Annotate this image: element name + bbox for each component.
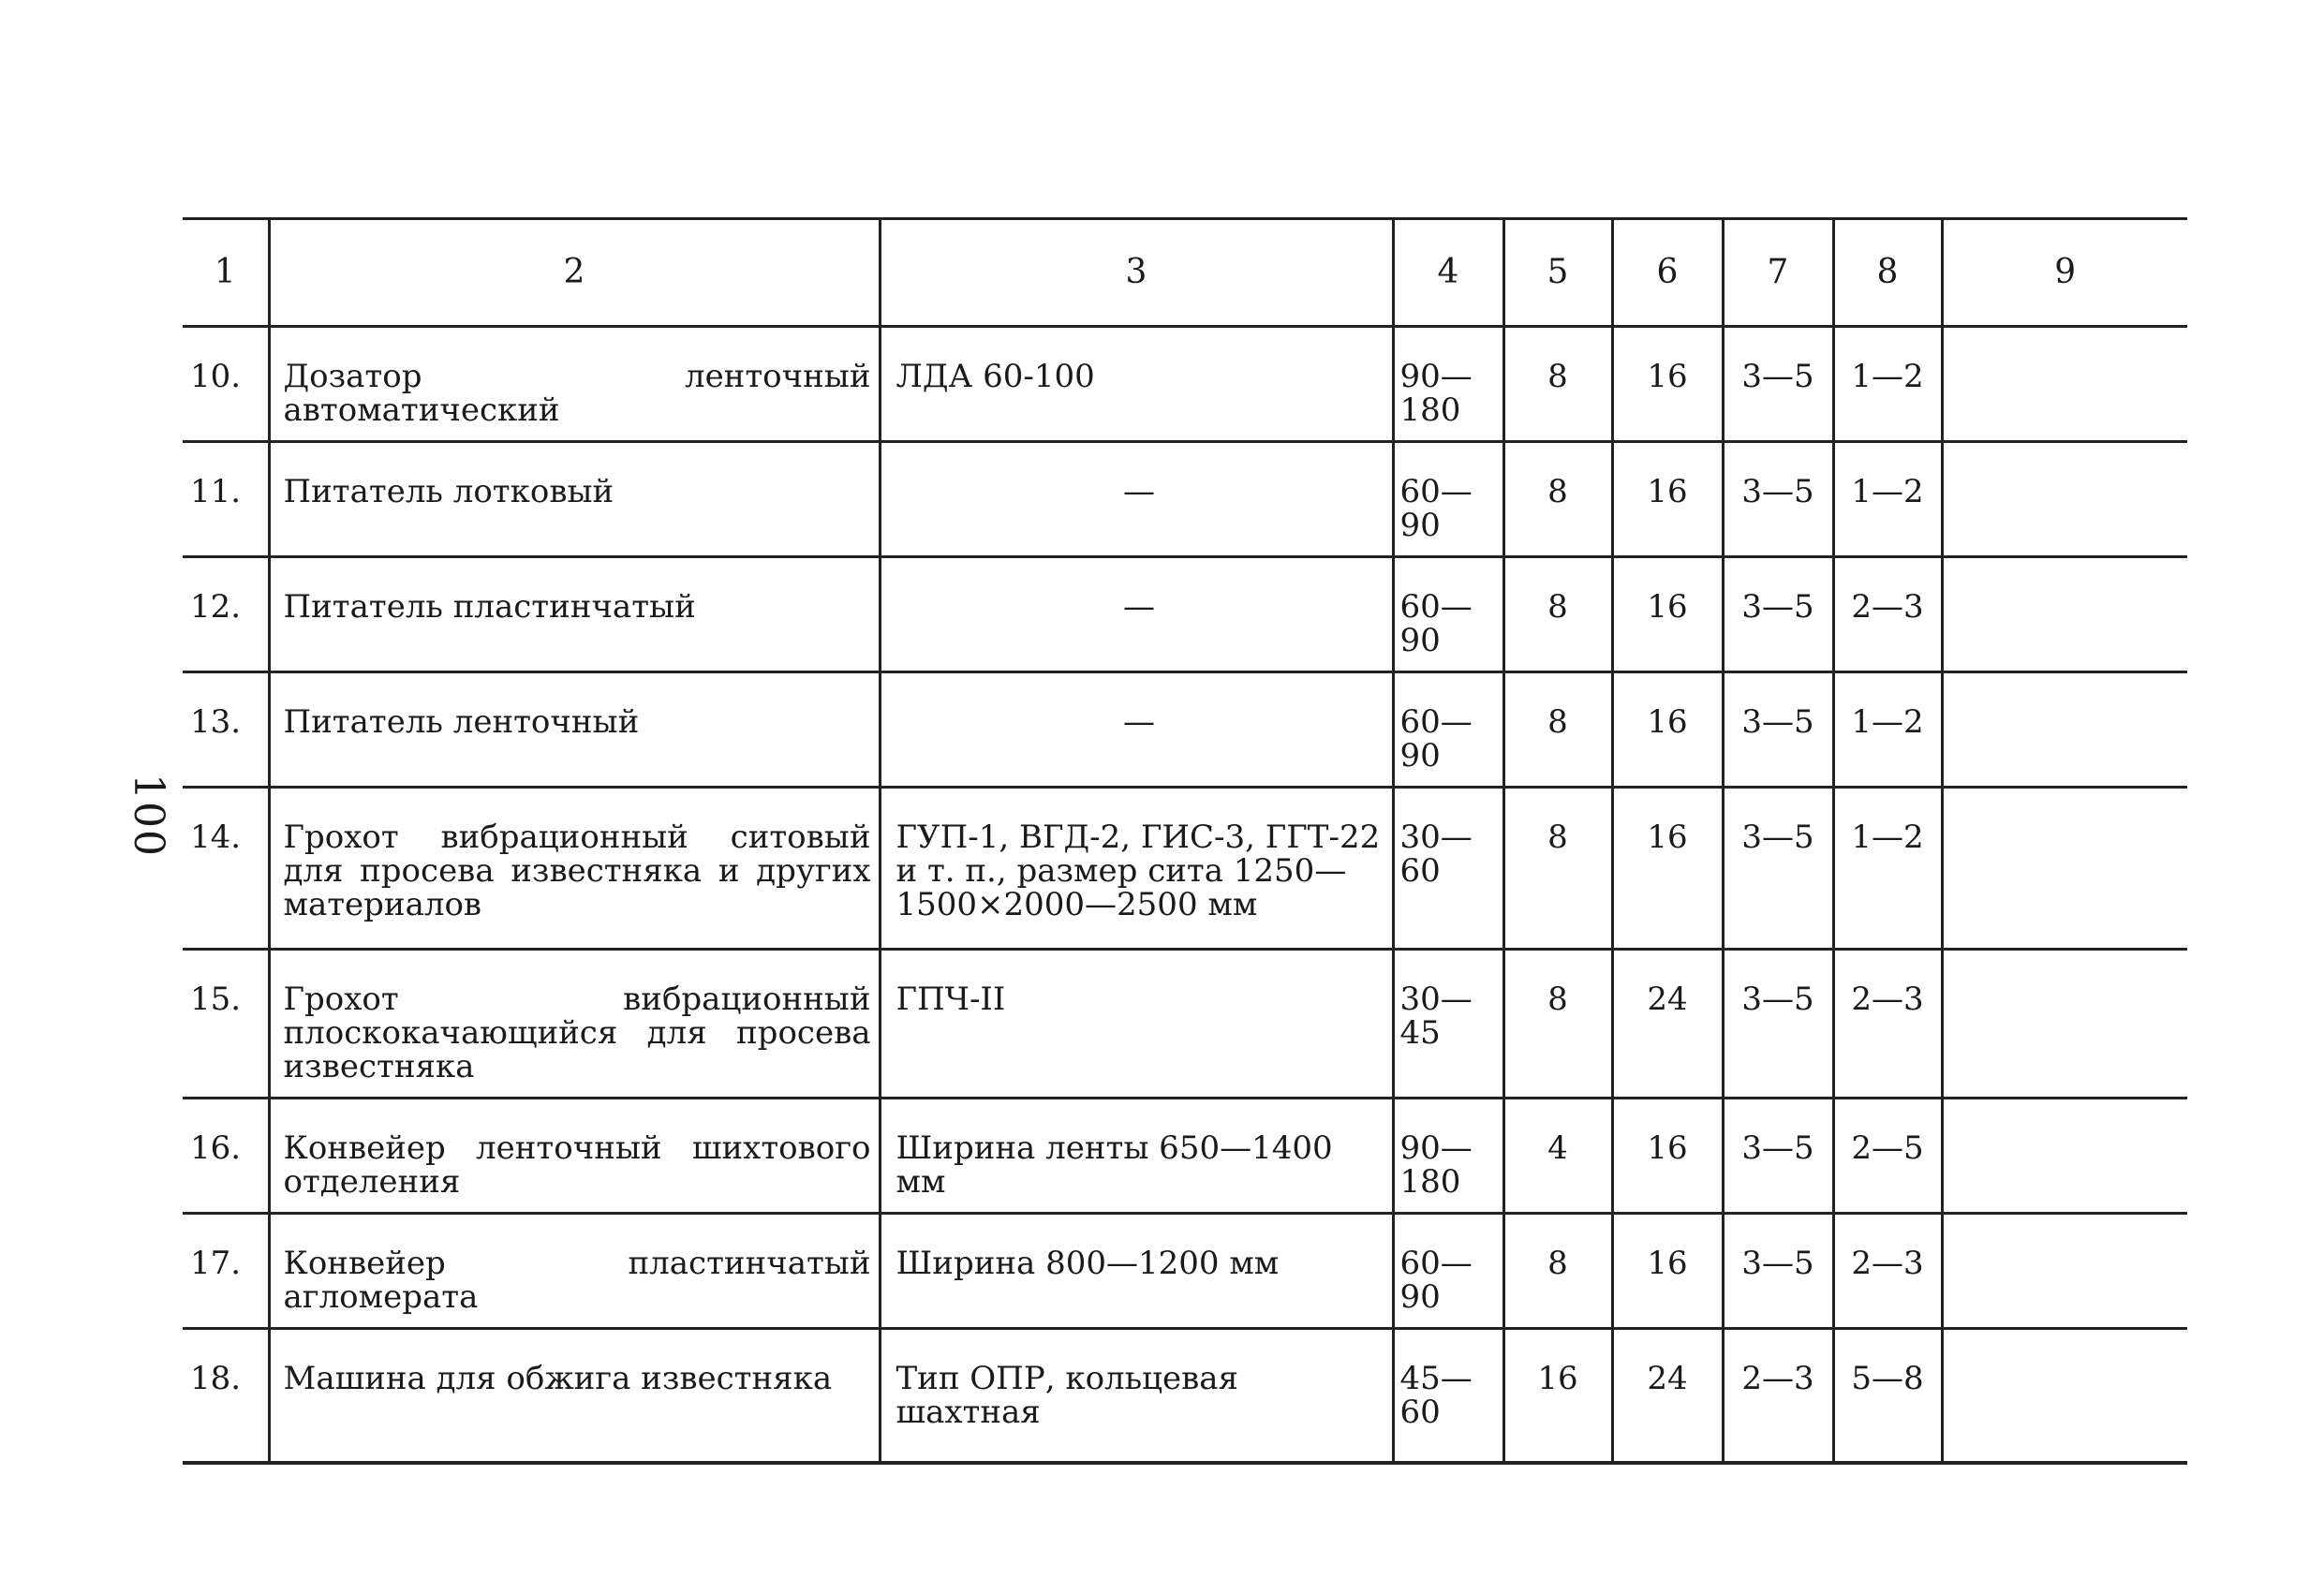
- value-col-7: 3—5: [1723, 1099, 1833, 1214]
- equipment-type: Ширина ленты 650—1400 мм: [880, 1099, 1393, 1214]
- value-col-9: [1942, 1099, 2187, 1214]
- header-cell-8: 8: [1833, 219, 1942, 327]
- value-col-7: 3—5: [1723, 557, 1833, 672]
- equipment-type: —: [880, 557, 1393, 672]
- value-col-6: 16: [1612, 788, 1723, 950]
- value-col-4: 90—180: [1393, 327, 1503, 442]
- equipment-name: Дозатор ленточный автоматический: [269, 327, 880, 442]
- value-col-6: 16: [1612, 672, 1723, 788]
- row-number: 13.: [190, 703, 242, 741]
- value-col-7: 3—5: [1723, 327, 1833, 442]
- value-col-4: 30—60: [1393, 788, 1503, 950]
- value-col-9: [1942, 327, 2187, 442]
- value-col-5: 8: [1503, 557, 1612, 672]
- value-col-8: 2—5: [1833, 1099, 1942, 1214]
- table-row: [183, 442, 2187, 557]
- table-row: [183, 672, 2187, 788]
- header-cell-3: 3: [880, 219, 1393, 327]
- value-col-4: 30—45: [1393, 950, 1503, 1099]
- value-col-8: 1—2: [1833, 672, 1942, 788]
- header-cell-6: 6: [1612, 219, 1723, 327]
- equipment-type: —: [880, 672, 1393, 788]
- row-number: 16.: [190, 1129, 242, 1167]
- value-col-6: 16: [1612, 327, 1723, 442]
- value-col-9: [1942, 788, 2187, 950]
- table-row: [183, 327, 2187, 442]
- value-col-6: 24: [1612, 1329, 1723, 1464]
- equipment-name: Питатель ленточный: [269, 672, 880, 788]
- row-number: 18.: [190, 1360, 242, 1397]
- equipment-name: Грохот вибрационный ситовый для просева известняка и других материалов: [269, 788, 880, 950]
- row-number: 12.: [190, 588, 242, 626]
- value-col-5: 8: [1503, 327, 1612, 442]
- header-cell-5: 5: [1503, 219, 1612, 327]
- table-row: [183, 1214, 2187, 1329]
- value-col-4: 60—90: [1393, 1214, 1503, 1329]
- value-col-4: 60—90: [1393, 672, 1503, 788]
- row-number: 11.: [190, 473, 242, 510]
- value-col-6: 16: [1612, 557, 1723, 672]
- value-col-8: 5—8: [1833, 1329, 1942, 1464]
- equipment-type: ЛДА 60-100: [880, 327, 1393, 442]
- equipment-type: Тип ОПР, кольцевая шахтная: [880, 1329, 1393, 1464]
- equipment-type: ГПЧ-II: [880, 950, 1393, 1099]
- value-col-4: 45—60: [1393, 1329, 1503, 1464]
- value-col-7: 3—5: [1723, 442, 1833, 557]
- row-number: 17.: [190, 1245, 242, 1282]
- header-cell-9: 9: [1942, 219, 2187, 327]
- value-col-4: 90—180: [1393, 1099, 1503, 1214]
- value-col-4: 60—90: [1393, 557, 1503, 672]
- value-col-9: [1942, 950, 2187, 1099]
- value-col-5: 4: [1503, 1099, 1612, 1214]
- equipment-name: Грохот вибрационный плоскокачающийся для просева известняка: [269, 950, 880, 1099]
- value-col-5: 8: [1503, 788, 1612, 950]
- page-number: 100: [125, 774, 172, 858]
- value-col-9: [1942, 442, 2187, 557]
- value-col-8: 2—3: [1833, 950, 1942, 1099]
- table-row: [183, 788, 2187, 950]
- value-col-8: 1—2: [1833, 327, 1942, 442]
- value-col-6: 16: [1612, 1214, 1723, 1329]
- value-col-5: 8: [1503, 442, 1612, 557]
- table-row: [183, 950, 2187, 1099]
- header-cell-1: 1: [214, 253, 236, 291]
- equipment-name: Питатель пластинчатый: [269, 557, 880, 672]
- table-row: [183, 1099, 2187, 1214]
- equipment-type: Ширина 800—1200 мм: [880, 1214, 1393, 1329]
- value-col-9: [1942, 1329, 2187, 1464]
- value-col-8: 2—3: [1833, 557, 1942, 672]
- value-col-5: 8: [1503, 672, 1612, 788]
- value-col-8: 2—3: [1833, 1214, 1942, 1329]
- header-cell-4: 4: [1393, 219, 1503, 327]
- equipment-name: Конвейер пластинчатый агломерата: [269, 1214, 880, 1329]
- value-col-6: 16: [1612, 442, 1723, 557]
- equipment-table: [183, 217, 2187, 1465]
- value-col-9: [1942, 1214, 2187, 1329]
- row-number: 14.: [190, 819, 242, 856]
- row-number: 15.: [190, 981, 242, 1018]
- value-col-4: 60—90: [1393, 442, 1503, 557]
- value-col-8: 1—2: [1833, 442, 1942, 557]
- header-cell-7: 7: [1723, 219, 1833, 327]
- value-col-7: 3—5: [1723, 788, 1833, 950]
- header-cell-2: 2: [269, 219, 880, 327]
- value-col-8: 1—2: [1833, 788, 1942, 950]
- equipment-type: —: [880, 442, 1393, 557]
- value-col-7: 3—5: [1723, 950, 1833, 1099]
- value-col-9: [1942, 672, 2187, 788]
- table-header-row: [183, 219, 2187, 327]
- value-col-7: 2—3: [1723, 1329, 1833, 1464]
- value-col-6: 16: [1612, 1099, 1723, 1214]
- value-col-5: 8: [1503, 950, 1612, 1099]
- equipment-name: Питатель лотковый: [269, 442, 880, 557]
- value-col-7: 3—5: [1723, 672, 1833, 788]
- table-row: [183, 1329, 2187, 1464]
- value-col-7: 3—5: [1723, 1214, 1833, 1329]
- value-col-5: 16: [1503, 1329, 1612, 1464]
- table-row: [183, 557, 2187, 672]
- value-col-5: 8: [1503, 1214, 1612, 1329]
- value-col-6: 24: [1612, 950, 1723, 1099]
- equipment-type: ГУП-1, ВГД-2, ГИС-3, ГГТ-22 и т. п., размер сита 1250—1500×2000—2500 мм: [880, 788, 1393, 950]
- value-col-9: [1942, 557, 2187, 672]
- row-number: 10.: [190, 358, 242, 395]
- equipment-name: Машина для обжига известняка: [269, 1329, 880, 1464]
- equipment-name: Конвейер ленточный шихтового отделения: [269, 1099, 880, 1214]
